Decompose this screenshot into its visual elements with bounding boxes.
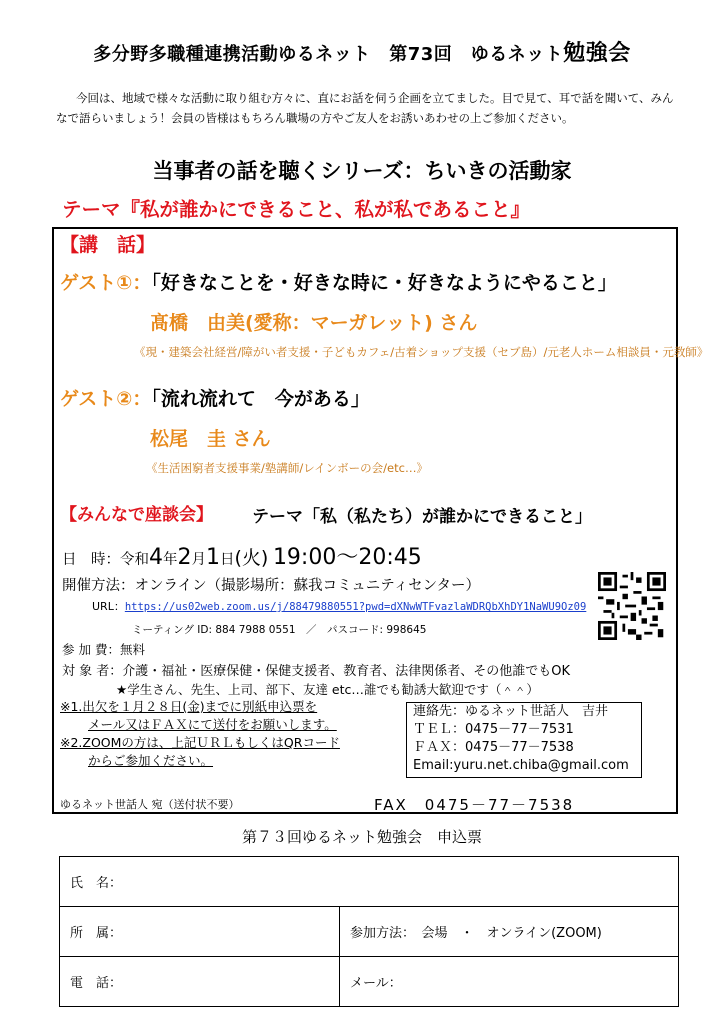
guest2-name: 松尾 圭 さん	[150, 428, 271, 450]
form-title: 第７３回ゆるネット勉強会 申込票	[241, 828, 482, 846]
contact-email[interactable]: Email:yuru.net.chiba@gmail.com	[413, 758, 629, 773]
page-title: 多分野多職種連携活動ゆるネット 第73回 ゆるネット勉強会	[93, 41, 631, 66]
guest2-talk-title: 「流れ流れて 今がある」	[151, 388, 370, 410]
application-form	[59, 856, 679, 1007]
guest1-talk-title: 「好きなことを・好きな時に・好きなようにやること」	[151, 272, 617, 294]
method-row	[62, 574, 480, 595]
datetime-month: 2	[177, 545, 192, 570]
url-label: URL：	[92, 600, 125, 613]
lecture-heading: 【講 話】	[60, 234, 156, 256]
guest1-heading	[60, 268, 617, 295]
zoom-link[interactable]: https://us02web.zoom.us/j/88479880551?pwd=dXNwWTFvazlaWDRQbXhDY1NaWU9Oz09	[124, 601, 587, 613]
target-row	[62, 660, 570, 679]
contact-fax: ＦＡＸ：0475－77－7538	[413, 740, 574, 755]
datetime-day: 1	[206, 545, 220, 570]
guest2-role: 《生活困窮者支援事業/塾講師/レインボーの会/etc…》	[146, 461, 428, 475]
footer-recipient: ゆるネット世話人 宛（送付状不要）	[60, 798, 240, 811]
discussion-theme: テーマ「私（私たち）が誰かにできること」	[252, 507, 592, 527]
target-label: 対 象 者：	[62, 664, 123, 679]
fee-value: 無料	[119, 642, 145, 657]
fee-label: 参 加 費：	[62, 642, 120, 657]
note-2a: ※2.ZOOMの方は、上記ＵＲＬもしくはQRコード	[60, 735, 340, 750]
datetime-nen: 年	[163, 552, 178, 568]
intro-text: 今回は、地域で様々な活動に取り組む方々に、直にお話を伺う企画を立てました。目で見て、耳で話を聞いて、みんなで語らいましょう！会員の皆様はもちろん職場の方やご友人をお誘いあわせの上ご参加ください。	[56, 91, 674, 125]
method-label: 開催方法：	[62, 578, 135, 594]
datetime-row	[62, 540, 422, 571]
guest1-name: 髙橋 由美(愛称：マーガレット) さん	[150, 312, 478, 334]
datetime-weekday: (火)	[234, 547, 269, 569]
datetime-tsuki: 月	[191, 552, 206, 568]
datetime-time: 19:00～20:45	[272, 545, 422, 570]
note-2b: からご参加ください。	[88, 753, 214, 768]
phone-field[interactable]: 電 話：	[60, 957, 340, 1007]
meeting-info: ミーティング ID: 884 7988 0551 ／ パスコード: 998645	[132, 624, 427, 636]
discussion-heading: 【みんなで座談会】	[60, 505, 213, 525]
notes	[60, 698, 340, 770]
method-value: オンライン（撮影場所：蘇我コミュニティセンター）	[134, 578, 481, 594]
datetime-era: 令和	[120, 552, 149, 568]
url-row	[92, 598, 586, 614]
contact-person: 連絡先：ゆるネット世話人 吉井	[413, 704, 609, 719]
target-value: 介護・福祉・医療保健・保健支援者、教育者、法律関係者、その他誰でもOK	[122, 664, 571, 679]
guest2-heading	[60, 384, 370, 411]
note-1b: メール又はＦＡＸにて送付をお願いします。	[88, 717, 337, 732]
name-field[interactable]: 氏 名：	[60, 857, 679, 907]
note-1a: ※1.出欠を１月２８日(金)までに別紙申込票を	[60, 699, 318, 714]
method-field[interactable]: 参加方法： 会場 ・ オンライン(ZOOM)	[340, 907, 679, 957]
target-row-2: ★学生さん、先生、上司、部下、友達 etc…誰でも勧誘大歓迎です（＾＾）	[116, 682, 539, 697]
theme-title: テーマ『私が誰かにできること、私が私であること』	[62, 198, 531, 221]
series-title: 当事者の話を聴くシリーズ：ちいきの活動家	[152, 159, 572, 183]
guest2-label: ゲスト②：	[60, 388, 152, 410]
qr-code-icon[interactable]	[598, 572, 666, 640]
fee-row	[62, 640, 145, 658]
contact-tel: ＴＥＬ：0475－77－7531	[413, 722, 574, 737]
guest1-label: ゲスト①：	[60, 272, 152, 294]
email-field[interactable]: メール：	[340, 957, 679, 1007]
datetime-label: 日 時：	[62, 552, 120, 568]
guest1-role: 《現・建築会社経営/障がい者支援・子どもカフェ/古着ショップ支援（セブ島）/元老人ホーム相談員・元教師》	[134, 345, 709, 359]
footer-fax: FAX 0475－77－7538	[374, 796, 575, 814]
contact-box	[406, 702, 642, 778]
affiliation-field[interactable]: 所 属：	[60, 907, 340, 957]
datetime-year: 4	[149, 545, 163, 570]
datetime-hi: 日	[220, 552, 235, 568]
